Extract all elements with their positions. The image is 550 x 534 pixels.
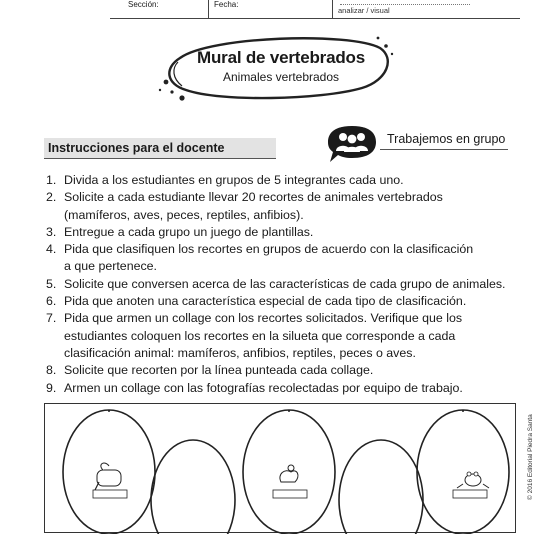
list-item: 6. Pida que anoten una característica especial de cada tipo de clasificación. xyxy=(46,294,467,309)
group-underline xyxy=(380,149,508,150)
title-frame xyxy=(150,28,398,108)
skill-text: analizar / visual xyxy=(338,6,390,15)
people-group-icon xyxy=(326,124,378,164)
list-item: 8. Solicite que recorten por la línea punteada cada collage. xyxy=(46,363,374,378)
section-underline xyxy=(44,158,276,159)
list-item: 7. Pida que armen un collage con los recortes solicitados. Verifique que los estudiantes coloquen los recortes en la silueta que corresponde a cada clasificación animal: mamíferos, anfibios, reptiles, peces o aves. xyxy=(46,311,463,360)
seccion-label: Sección: xyxy=(128,0,159,9)
frog-icon xyxy=(453,472,489,498)
instructions-header xyxy=(44,138,276,158)
oval-template xyxy=(417,410,509,534)
header-divider xyxy=(208,0,209,18)
fecha-label: Fecha: xyxy=(214,0,239,9)
list-item: 1. Divida a los estudiantes en grupos de 5 integrantes cada uno. xyxy=(46,173,404,187)
list-item: 5. Solicite que conversen acerca de las características de cada grupo de animales. xyxy=(46,276,506,291)
header-divider xyxy=(332,0,333,18)
copyright-text: © 2016 Editorial Piedra Santa xyxy=(527,414,534,500)
list-item: 4. Pida que clasifiquen los recortes en grupos de acuerdo con la clasificación a que pertenece. xyxy=(46,242,474,274)
page-subtitle: Animales vertebrados xyxy=(222,70,340,84)
list-item: 2. Solicite a cada estudiante llevar 20 recortes de animales vertebrados (mamíferos, aves, peces, reptiles, anfibios). xyxy=(46,190,443,222)
bird-icon xyxy=(273,465,307,498)
collage-ovals xyxy=(45,404,517,534)
oval-template xyxy=(339,440,423,534)
list-item: 3. Entregue a cada grupo un juego de plantillas. xyxy=(46,224,314,239)
group-work-label: Trabajemos en grupo xyxy=(387,132,506,146)
list-item: 9. Armen un collage con las fotografías recolectadas por equipo de trabajo. xyxy=(46,380,463,395)
elephant-icon xyxy=(93,463,127,498)
header-dotted-line xyxy=(340,0,470,5)
oval-template xyxy=(151,440,235,534)
collage-panel xyxy=(44,403,516,533)
instructions-title: Instrucciones para el docente xyxy=(48,141,225,155)
instructions-list xyxy=(44,172,514,397)
page-title: Mural de vertebrados xyxy=(197,48,365,67)
